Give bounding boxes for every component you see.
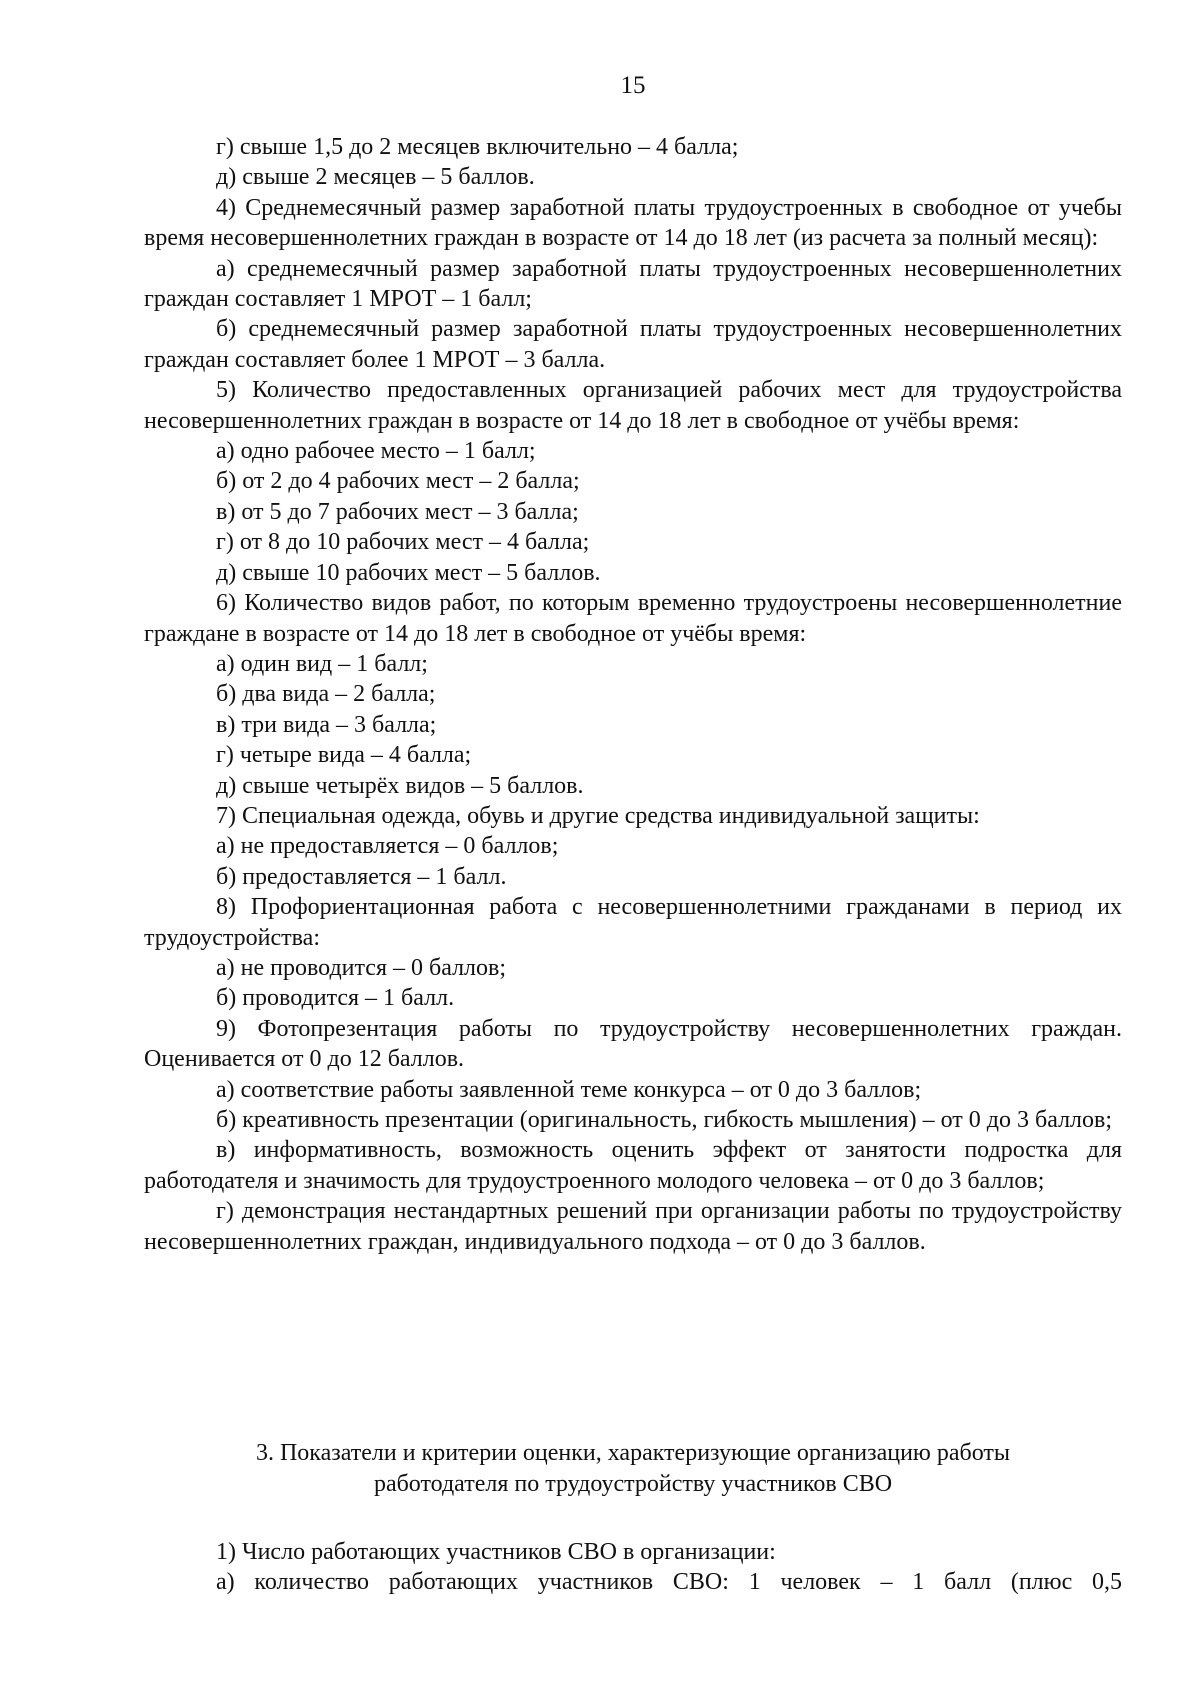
paragraph: 9) Фотопрезентация работы по трудоустройству несовершеннолетних граждан. Оценивается от 0 до 12 баллов. bbox=[144, 1015, 1122, 1073]
paragraph: г) демонстрация нестандартных решений при организации работы по трудоустройству несовершеннолетних граждан, индивидуального подхода – от 0 до 3 баллов. bbox=[144, 1198, 1122, 1255]
paragraph: 6) Количество видов работ, по которым временно трудоустроены несовершеннолетние граждане в возрасте от 14 до 18 лет в свободное от учёбы время: bbox=[144, 590, 1122, 647]
paragraph: г) четыре вида – 4 балла; bbox=[216, 742, 472, 769]
paragraph: б) среднемесячный размер заработной платы трудоустроенных несовершеннолетних граждан составляет более 1 МРОТ – 3 балла. bbox=[144, 316, 1122, 373]
document-body bbox=[144, 132, 1122, 1257]
paragraph: 5) Количество предоставленных организацией рабочих мест для трудоустройства несовершеннолетних граждан в возрасте от 14 до 18 лет в свободное от учёбы время: bbox=[144, 377, 1122, 434]
page-number: 15 bbox=[620, 72, 646, 99]
section-heading bbox=[144, 1438, 1122, 1500]
paragraph: 8) Профориентационная работа с несовершеннолетними гражданами в период их трудоустройства: bbox=[144, 894, 1122, 951]
paragraph: а) соответствие работы заявленной теме конкурса – от 0 до 3 баллов; bbox=[216, 1076, 922, 1103]
paragraph: в) три вида – 3 балла; bbox=[216, 711, 437, 738]
paragraph: д) свыше четырёх видов – 5 баллов. bbox=[216, 772, 584, 799]
paragraph: б) предоставляется – 1 балл. bbox=[216, 863, 507, 890]
paragraph: а) одно рабочее место – 1 балл; bbox=[216, 438, 536, 465]
paragraph: а) не проводится – 0 баллов; bbox=[216, 954, 507, 981]
paragraph: б) два вида – 2 балла; bbox=[216, 681, 436, 708]
section-heading-line: работодателя по трудоустройству участников СВО bbox=[373, 1471, 893, 1497]
paragraph: 1) Число работающих участников СВО в организации: bbox=[216, 1539, 776, 1565]
paragraph: б) от 2 до 4 рабочих мест – 2 балла; bbox=[216, 468, 580, 495]
paragraph: г) свыше 1,5 до 2 месяцев включительно – 4 балла; bbox=[216, 134, 739, 160]
paragraph: д) свыше 2 месяцев – 5 баллов. bbox=[216, 164, 535, 191]
paragraph: а) среднемесячный размер заработной платы трудоустроенных несовершеннолетних граждан составляет 1 МРОТ – 1 балл; bbox=[144, 255, 1122, 313]
paragraph: в) информативность, возможность оценить эффект от занятости подростка для работодателя и значимость для трудоустроенного молодого человека – от 0 до 3 баллов; bbox=[144, 1137, 1122, 1194]
paragraph: а) количество работающих участников СВО: 1 человек – 1 балл (плюс 0,5 bbox=[216, 1569, 1122, 1596]
paragraph: д) свыше 10 рабочих мест – 5 баллов. bbox=[216, 559, 601, 586]
paragraph: б) креативность презентации (оригинальность, гибкость мышления) – от 0 до 3 баллов; bbox=[216, 1107, 1113, 1133]
paragraph: г) от 8 до 10 рабочих мест – 4 балла; bbox=[216, 529, 590, 556]
section-heading-line: 3. Показатели и критерии оценки, характеризующие организацию работы bbox=[255, 1440, 1011, 1466]
paragraph: 7) Специальная одежда, обувь и другие средства индивидуальной защиты: bbox=[216, 802, 980, 829]
section-body bbox=[144, 1537, 1122, 1598]
paragraph: б) проводится – 1 балл. bbox=[216, 985, 455, 1012]
paragraph: в) от 5 до 7 рабочих мест – 3 балла; bbox=[216, 498, 579, 525]
paragraph: а) один вид – 1 балл; bbox=[216, 650, 428, 677]
paragraph: а) не предоставляется – 0 баллов; bbox=[216, 833, 559, 860]
paragraph: 4) Среднемесячный размер заработной платы трудоустроенных в свободное от учебы время несовершеннолетних граждан в возрасте от 14 до 18 лет (из расчета за полный месяц): bbox=[144, 194, 1122, 252]
